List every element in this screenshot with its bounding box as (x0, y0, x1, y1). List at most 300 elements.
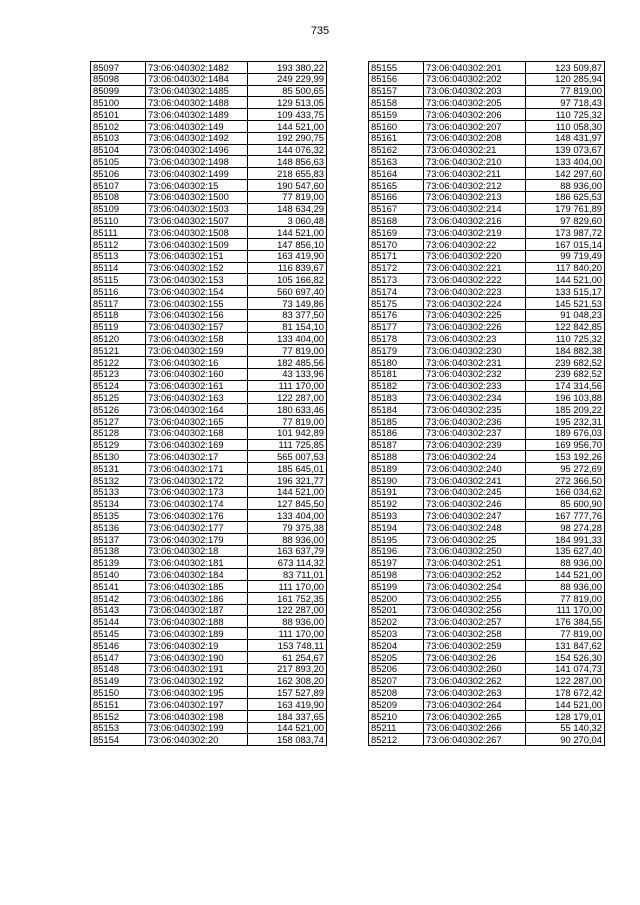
table-row (91, 486, 327, 498)
row-number-cell: 85165 (369, 179, 424, 191)
value-cell: 163 419,90 (248, 250, 327, 262)
value-cell: 88 936,00 (248, 533, 327, 545)
row-number-cell: 85139 (91, 557, 146, 569)
table-row (91, 710, 327, 722)
table-row (369, 651, 605, 663)
value-cell: 153 192,26 (526, 451, 605, 463)
row-number-cell: 85176 (369, 309, 424, 321)
row-number-cell: 85162 (369, 144, 424, 156)
table-row (369, 474, 605, 486)
value-cell: 673 114,32 (248, 557, 327, 569)
value-cell: 77 819,00 (248, 345, 327, 357)
value-cell: 101 942,89 (248, 427, 327, 439)
value-cell: 189 676,03 (526, 427, 605, 439)
value-cell: 141 074,73 (526, 663, 605, 675)
row-number-cell: 85193 (369, 510, 424, 522)
row-number-cell: 85166 (369, 191, 424, 203)
cadastral-number-cell: 73:06:040302:239 (424, 439, 526, 451)
row-number-cell: 85114 (91, 262, 146, 274)
row-number-cell: 85164 (369, 168, 424, 180)
value-cell: 77 819,00 (526, 628, 605, 640)
value-cell: 139 073,67 (526, 144, 605, 156)
table-row (369, 109, 605, 121)
cadastral-number-cell: 73:06:040302:257 (424, 616, 526, 628)
cadastral-number-cell: 73:06:040302:23 (424, 333, 526, 345)
cadastral-number-cell: 73:06:040302:17 (146, 451, 248, 463)
value-cell: 179 761,89 (526, 203, 605, 215)
row-number-cell: 85210 (369, 710, 424, 722)
cadastral-number-cell: 73:06:040302:214 (424, 203, 526, 215)
cadastral-number-cell: 73:06:040302:199 (146, 722, 248, 734)
table-row (91, 97, 327, 109)
cadastral-number-cell: 73:06:040302:187 (146, 604, 248, 616)
row-number-cell: 85211 (369, 722, 424, 734)
value-cell: 61 254,67 (248, 651, 327, 663)
value-cell: 167 015,14 (526, 238, 605, 250)
value-cell: 148 634,29 (248, 203, 327, 215)
value-cell: 99 719,49 (526, 250, 605, 262)
cadastral-number-cell: 73:06:040302:245 (424, 486, 526, 498)
table-row (369, 581, 605, 593)
cadastral-number-cell: 73:06:040302:216 (424, 215, 526, 227)
table-row (369, 604, 605, 616)
value-cell: 129 513,05 (248, 97, 327, 109)
cadastral-number-cell: 73:06:040302:155 (146, 297, 248, 309)
table-row (369, 168, 605, 180)
table-row (369, 463, 605, 475)
table-row (91, 309, 327, 321)
value-cell: 185 645,01 (248, 463, 327, 475)
cadastral-number-cell: 73:06:040302:1508 (146, 227, 248, 239)
cadastral-number-cell: 73:06:040302:265 (424, 710, 526, 722)
row-number-cell: 85109 (91, 203, 146, 215)
cadastral-number-cell: 73:06:040302:190 (146, 651, 248, 663)
row-number-cell: 85180 (369, 356, 424, 368)
cadastral-number-cell: 73:06:040302:160 (146, 368, 248, 380)
table-row (91, 545, 327, 557)
table-row (369, 73, 605, 85)
row-number-cell: 85110 (91, 215, 146, 227)
row-number-cell: 85138 (91, 545, 146, 557)
table-row (369, 404, 605, 416)
table-row (91, 569, 327, 581)
cadastral-number-cell: 73:06:040302:231 (424, 356, 526, 368)
row-number-cell: 85140 (91, 569, 146, 581)
value-cell: 122 287,00 (248, 392, 327, 404)
value-cell: 73 149,86 (248, 297, 327, 309)
row-number-cell: 85126 (91, 404, 146, 416)
value-cell: 122 287,00 (526, 675, 605, 687)
value-cell: 97 718,43 (526, 97, 605, 109)
table-row (369, 522, 605, 534)
page-number: 735 (310, 25, 330, 37)
value-cell: 131 847,62 (526, 640, 605, 652)
value-cell: 123 509,87 (526, 62, 605, 74)
table-row (91, 62, 327, 74)
cadastral-number-cell: 73:06:040302:234 (424, 392, 526, 404)
cadastral-number-cell: 73:06:040302:186 (146, 592, 248, 604)
row-number-cell: 85153 (91, 722, 146, 734)
value-cell: 81 154,10 (248, 321, 327, 333)
table-row (369, 545, 605, 557)
row-number-cell: 85171 (369, 250, 424, 262)
cadastral-number-cell: 73:06:040302:202 (424, 73, 526, 85)
value-cell: 133 515,17 (526, 286, 605, 298)
cadastral-number-cell: 73:06:040302:21 (424, 144, 526, 156)
row-number-cell: 85184 (369, 404, 424, 416)
cadastral-number-cell: 73:06:040302:266 (424, 722, 526, 734)
cadastral-number-cell: 73:06:040302:237 (424, 427, 526, 439)
row-number-cell: 85212 (369, 734, 424, 746)
cadastral-number-cell: 73:06:040302:256 (424, 604, 526, 616)
row-number-cell: 85149 (91, 675, 146, 687)
row-number-cell: 85154 (91, 734, 146, 746)
value-cell: 77 819,00 (526, 592, 605, 604)
row-number-cell: 85181 (369, 368, 424, 380)
value-cell: 83 711,01 (248, 569, 327, 581)
row-number-cell: 85108 (91, 191, 146, 203)
value-cell: 43 133,96 (248, 368, 327, 380)
value-cell: 98 274,28 (526, 522, 605, 534)
row-number-cell: 85121 (91, 345, 146, 357)
row-number-cell: 85142 (91, 592, 146, 604)
cadastral-table-left (90, 61, 327, 746)
table-row (369, 333, 605, 345)
value-cell: 192 290,75 (248, 132, 327, 144)
cadastral-number-cell: 73:06:040302:213 (424, 191, 526, 203)
row-number-cell: 85128 (91, 427, 146, 439)
table-row (369, 227, 605, 239)
table-row (91, 109, 327, 121)
table-row (91, 120, 327, 132)
table-row (369, 144, 605, 156)
cadastral-number-cell: 73:06:040302:236 (424, 415, 526, 427)
table-row (369, 368, 605, 380)
value-cell: 144 521,00 (526, 699, 605, 711)
row-number-cell: 85187 (369, 439, 424, 451)
value-cell: 133 404,00 (526, 156, 605, 168)
row-number-cell: 85188 (369, 451, 424, 463)
value-cell: 117 840,20 (526, 262, 605, 274)
table-row (91, 663, 327, 675)
cadastral-number-cell: 73:06:040302:267 (424, 734, 526, 746)
table-row (369, 97, 605, 109)
value-cell: 133 404,00 (248, 510, 327, 522)
cadastral-number-cell: 73:06:040302:185 (146, 581, 248, 593)
value-cell: 157 527,89 (248, 687, 327, 699)
cadastral-number-cell: 73:06:040302:172 (146, 474, 248, 486)
value-cell: 184 882,38 (526, 345, 605, 357)
table-row (91, 439, 327, 451)
table-row (369, 356, 605, 368)
row-number-cell: 85161 (369, 132, 424, 144)
cadastral-number-cell: 73:06:040302:205 (424, 97, 526, 109)
value-cell: 110 725,32 (526, 333, 605, 345)
cadastral-number-cell: 73:06:040302:235 (424, 404, 526, 416)
value-cell: 158 083,74 (248, 734, 327, 746)
row-number-cell: 85195 (369, 533, 424, 545)
row-number-cell: 85119 (91, 321, 146, 333)
table-row (91, 191, 327, 203)
row-number-cell: 85146 (91, 640, 146, 652)
table-row (369, 427, 605, 439)
value-cell: 147 856,10 (248, 238, 327, 250)
value-cell: 169 956,70 (526, 439, 605, 451)
table-row (91, 651, 327, 663)
cadastral-number-cell: 73:06:040302:24 (424, 451, 526, 463)
cadastral-number-cell: 73:06:040302:201 (424, 62, 526, 74)
table-row (369, 286, 605, 298)
value-cell: 116 839,67 (248, 262, 327, 274)
cadastral-number-cell: 73:06:040302:252 (424, 569, 526, 581)
table-row (369, 675, 605, 687)
row-number-cell: 85144 (91, 616, 146, 628)
cadastral-number-cell: 73:06:040302:195 (146, 687, 248, 699)
row-number-cell: 85113 (91, 250, 146, 262)
table-row (91, 474, 327, 486)
value-cell: 77 819,00 (526, 85, 605, 97)
value-cell: 110 725,32 (526, 109, 605, 121)
cadastral-number-cell: 73:06:040302:152 (146, 262, 248, 274)
row-number-cell: 85183 (369, 392, 424, 404)
cadastral-number-cell: 73:06:040302:246 (424, 498, 526, 510)
table-row (369, 498, 605, 510)
row-number-cell: 85132 (91, 474, 146, 486)
row-number-cell: 85098 (91, 73, 146, 85)
cadastral-number-cell: 73:06:040302:211 (424, 168, 526, 180)
cadastral-number-cell: 73:06:040302:210 (424, 156, 526, 168)
cadastral-number-cell: 73:06:040302:192 (146, 675, 248, 687)
cadastral-number-cell: 73:06:040302:206 (424, 109, 526, 121)
table-row (91, 203, 327, 215)
cadastral-number-cell: 73:06:040302:159 (146, 345, 248, 357)
row-number-cell: 85130 (91, 451, 146, 463)
cadastral-number-cell: 73:06:040302:1500 (146, 191, 248, 203)
value-cell: 85 500,65 (248, 85, 327, 97)
row-number-cell: 85101 (91, 109, 146, 121)
value-cell: 85 600,90 (526, 498, 605, 510)
table-row (369, 309, 605, 321)
table-row (91, 604, 327, 616)
table-row (91, 415, 327, 427)
row-number-cell: 85102 (91, 120, 146, 132)
table-row (91, 451, 327, 463)
cadastral-number-cell: 73:06:040302:22 (424, 238, 526, 250)
cadastral-number-cell: 73:06:040302:26 (424, 651, 526, 663)
table-row (369, 592, 605, 604)
cadastral-number-cell: 73:06:040302:174 (146, 498, 248, 510)
value-cell: 144 521,00 (248, 227, 327, 239)
cadastral-number-cell: 73:06:040302:157 (146, 321, 248, 333)
value-cell: 110 058,30 (526, 120, 605, 132)
row-number-cell: 85155 (369, 62, 424, 74)
table-row (369, 179, 605, 191)
row-number-cell: 85134 (91, 498, 146, 510)
cadastral-number-cell: 73:06:040302:262 (424, 675, 526, 687)
value-cell: 105 166,82 (248, 274, 327, 286)
cadastral-number-cell: 73:06:040302:179 (146, 533, 248, 545)
cadastral-number-cell: 73:06:040302:223 (424, 286, 526, 298)
row-number-cell: 85199 (369, 581, 424, 593)
cadastral-number-cell: 73:06:040302:260 (424, 663, 526, 675)
table-row (91, 734, 327, 746)
row-number-cell: 85156 (369, 73, 424, 85)
cadastral-number-cell: 73:06:040302:225 (424, 309, 526, 321)
table-row (369, 321, 605, 333)
table-row (91, 250, 327, 262)
row-number-cell: 85200 (369, 592, 424, 604)
table-row (91, 592, 327, 604)
cadastral-number-cell: 73:06:040302:156 (146, 309, 248, 321)
cadastral-number-cell: 73:06:040302:1485 (146, 85, 248, 97)
value-cell: 142 297,60 (526, 168, 605, 180)
table-row (369, 510, 605, 522)
row-number-cell: 85179 (369, 345, 424, 357)
row-number-cell: 85198 (369, 569, 424, 581)
table-row (369, 451, 605, 463)
row-number-cell: 85174 (369, 286, 424, 298)
cadastral-number-cell: 73:06:040302:1507 (146, 215, 248, 227)
row-number-cell: 85097 (91, 62, 146, 74)
row-number-cell: 85131 (91, 463, 146, 475)
row-number-cell: 85133 (91, 486, 146, 498)
row-number-cell: 85118 (91, 309, 146, 321)
table-row (91, 533, 327, 545)
table-row (369, 62, 605, 74)
cadastral-number-cell: 73:06:040302:197 (146, 699, 248, 711)
cadastral-number-cell: 73:06:040302:165 (146, 415, 248, 427)
value-cell: 120 285,94 (526, 73, 605, 85)
cadastral-number-cell: 73:06:040302:169 (146, 439, 248, 451)
value-cell: 122 842,85 (526, 321, 605, 333)
table-row (91, 404, 327, 416)
row-number-cell: 85157 (369, 85, 424, 97)
cadastral-number-cell: 73:06:040302:264 (424, 699, 526, 711)
table-row (369, 203, 605, 215)
row-number-cell: 85111 (91, 227, 146, 239)
row-number-cell: 85194 (369, 522, 424, 534)
value-cell: 154 526,30 (526, 651, 605, 663)
row-number-cell: 85106 (91, 168, 146, 180)
table-row (91, 427, 327, 439)
value-cell: 127 845,50 (248, 498, 327, 510)
cadastral-number-cell: 73:06:040302:1498 (146, 156, 248, 168)
value-cell: 111 170,00 (248, 581, 327, 593)
value-cell: 3 060,48 (248, 215, 327, 227)
row-number-cell: 85100 (91, 97, 146, 109)
value-cell: 79 375,38 (248, 522, 327, 534)
cadastral-number-cell: 73:06:040302:208 (424, 132, 526, 144)
row-number-cell: 85104 (91, 144, 146, 156)
table-row (91, 581, 327, 593)
cadastral-number-cell: 73:06:040302:222 (424, 274, 526, 286)
table-row (91, 168, 327, 180)
value-cell: 161 752,35 (248, 592, 327, 604)
row-number-cell: 85205 (369, 651, 424, 663)
cadastral-number-cell: 73:06:040302:230 (424, 345, 526, 357)
row-number-cell: 85147 (91, 651, 146, 663)
value-cell: 173 987,72 (526, 227, 605, 239)
row-number-cell: 85208 (369, 687, 424, 699)
table-row (91, 356, 327, 368)
row-number-cell: 85182 (369, 380, 424, 392)
table-row (369, 156, 605, 168)
table-row (369, 628, 605, 640)
value-cell: 218 655,83 (248, 168, 327, 180)
table-row (91, 628, 327, 640)
row-number-cell: 85207 (369, 675, 424, 687)
table-row (369, 262, 605, 274)
row-number-cell: 85152 (91, 710, 146, 722)
cadastral-number-cell: 73:06:040302:1489 (146, 109, 248, 121)
row-number-cell: 85178 (369, 333, 424, 345)
value-cell: 190 547,60 (248, 179, 327, 191)
value-cell: 196 103,88 (526, 392, 605, 404)
value-cell: 196 321,77 (248, 474, 327, 486)
row-number-cell: 85202 (369, 616, 424, 628)
value-cell: 162 308,20 (248, 675, 327, 687)
row-number-cell: 85129 (91, 439, 146, 451)
table-row (369, 85, 605, 97)
row-number-cell: 85151 (91, 699, 146, 711)
row-number-cell: 85177 (369, 321, 424, 333)
table-row (91, 510, 327, 522)
row-number-cell: 85175 (369, 297, 424, 309)
table-row (369, 120, 605, 132)
row-number-cell: 85143 (91, 604, 146, 616)
row-number-cell: 85136 (91, 522, 146, 534)
value-cell: 111 170,00 (526, 604, 605, 616)
table-row (91, 227, 327, 239)
cadastral-number-cell: 73:06:040302:203 (424, 85, 526, 97)
table-row (369, 215, 605, 227)
table-row (369, 297, 605, 309)
table-row (91, 368, 327, 380)
value-cell: 88 936,00 (248, 616, 327, 628)
cadastral-number-cell: 73:06:040302:154 (146, 286, 248, 298)
cadastral-number-cell: 73:06:040302:18 (146, 545, 248, 557)
cadastral-number-cell: 73:06:040302:164 (146, 404, 248, 416)
value-cell: 95 272,69 (526, 463, 605, 475)
cadastral-number-cell: 73:06:040302:1509 (146, 238, 248, 250)
row-number-cell: 85115 (91, 274, 146, 286)
cadastral-number-cell: 73:06:040302:1488 (146, 97, 248, 109)
table-row (91, 179, 327, 191)
value-cell: 144 521,00 (526, 569, 605, 581)
row-number-cell: 85163 (369, 156, 424, 168)
value-cell: 186 625,53 (526, 191, 605, 203)
table-row (91, 262, 327, 274)
cadastral-number-cell: 73:06:040302:161 (146, 380, 248, 392)
row-number-cell: 85125 (91, 392, 146, 404)
row-number-cell: 85159 (369, 109, 424, 121)
cadastral-number-cell: 73:06:040302:241 (424, 474, 526, 486)
cadastral-number-cell: 73:06:040302:163 (146, 392, 248, 404)
table-row (369, 274, 605, 286)
cadastral-number-cell: 73:06:040302:153 (146, 274, 248, 286)
row-number-cell: 85185 (369, 415, 424, 427)
cadastral-number-cell: 73:06:040302:1499 (146, 168, 248, 180)
value-cell: 249 229,99 (248, 73, 327, 85)
value-cell: 144 076,32 (248, 144, 327, 156)
cadastral-number-cell: 73:06:040302:16 (146, 356, 248, 368)
row-number-cell: 85160 (369, 120, 424, 132)
value-cell: 97 829,60 (526, 215, 605, 227)
value-cell: 176 384,55 (526, 616, 605, 628)
value-cell: 135 627,40 (526, 545, 605, 557)
table-row (369, 663, 605, 675)
table-row (91, 640, 327, 652)
